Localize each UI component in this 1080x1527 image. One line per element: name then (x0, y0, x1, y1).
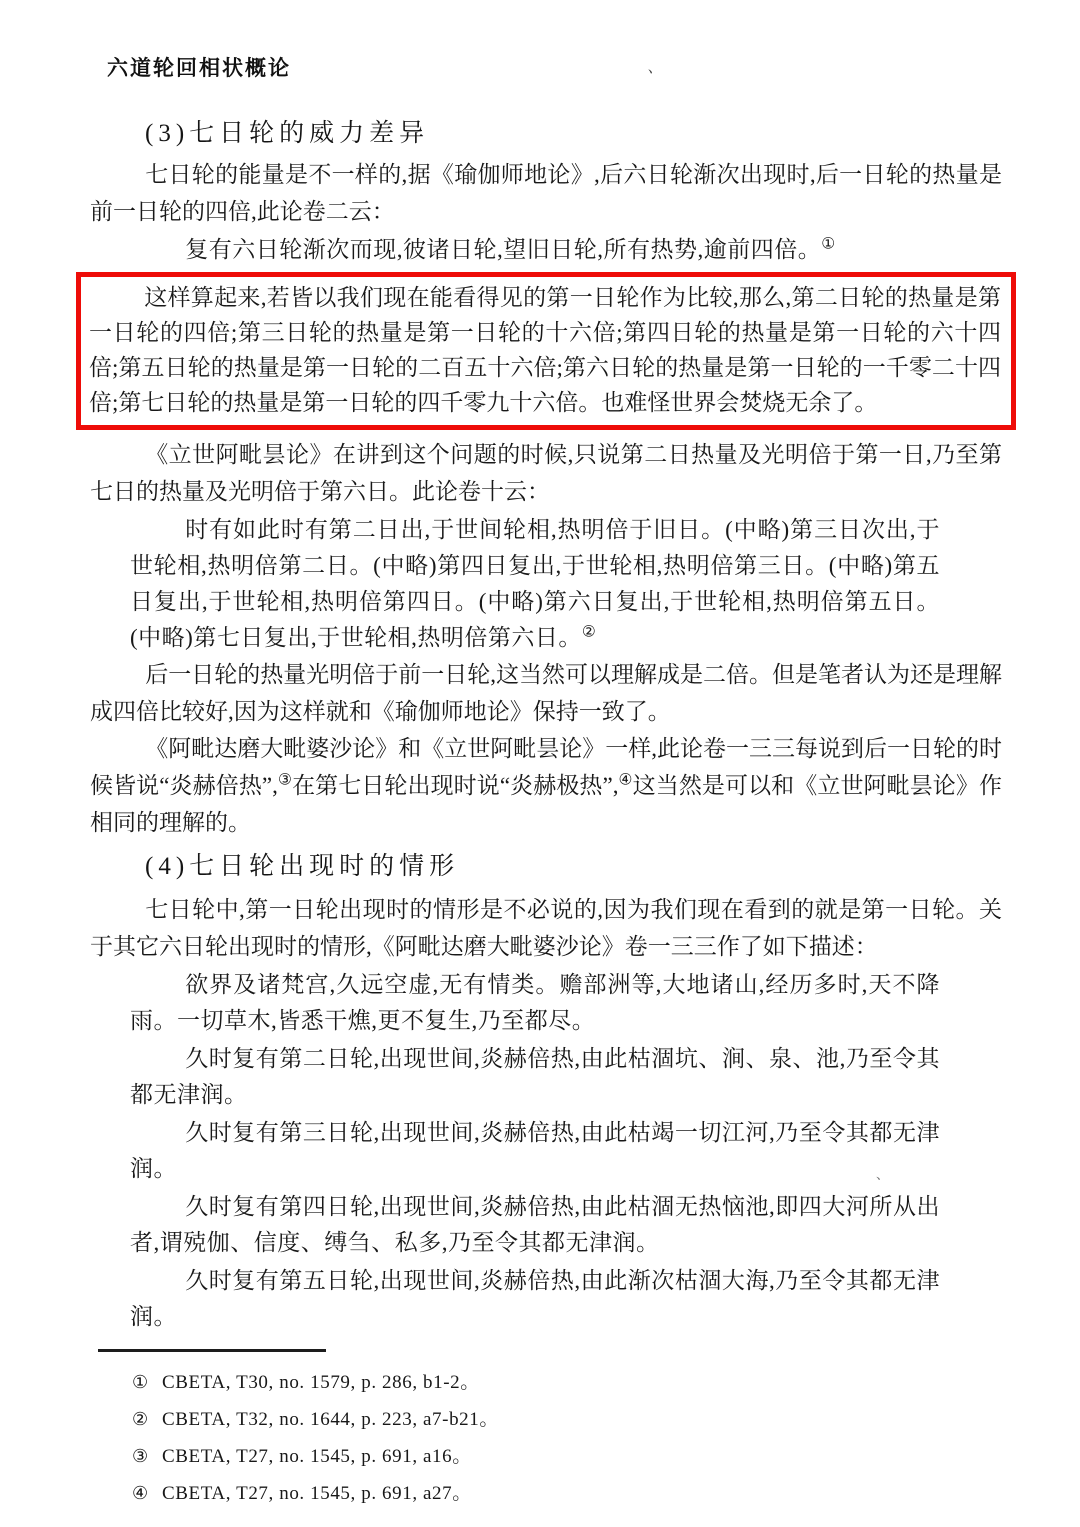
section-4-quote-4: 久时复有第四日轮,出现世间,炎赫倍热,由此枯涸无热恼池,即四大河所从出者,谓殑伽、信度、缚刍、私多,乃至令其都无津润。 (130, 1194, 940, 1255)
section-3-quote-1: 复有六日轮渐次而现,彼诸日轮,望旧日轮,所有热势,逾前四倍。① (185, 235, 836, 262)
section-3-quote-2: 时有如此时有第二日出,于世间轮相,热明倍于旧日。(中略)第三日次出,于世轮相,热明倍第二日。(中略)第四日复出,于世轮相,热明倍第三日。(中略)第五日复出,于世轮相,热明倍第四日。(中略)第六日复出,于世轮相,热明倍第五日。(中略)第七日复出,于世轮相,热明倍第六日。② (130, 517, 940, 650)
footnote-block (90, 1364, 1002, 1512)
footnote-separator-rule (98, 1349, 326, 1352)
section-4-quote-2: 久时复有第二日轮,出现世间,炎赫倍热,由此枯涸坑、涧、泉、池,乃至令其都无津润。 (130, 1046, 940, 1107)
section-3-paragraph-1: 七日轮的能量是不一样的,据《瑜伽师地论》,后六日轮渐次出现时,后一日轮的热量是前一日轮的四倍,此论卷二云： (90, 162, 1002, 224)
section-4-heading: (4)七日轮出现时的情形 (145, 853, 460, 880)
footnote-text: CBETA, T27, no. 1545, p. 691, a16。 (162, 1446, 472, 1467)
footnote-marker: ② (132, 1409, 149, 1429)
scan-artifact-mark: 、 (647, 60, 665, 78)
footnote-marker: ① (132, 1372, 149, 1392)
section-4-paragraph-1: 七日轮中,第一日轮出现时的情形是不必说的,因为我们现在看到的就是第一日轮。关于其它六日轮出现时的情形,《阿毗达磨大毗婆沙论》卷一三三作了如下描述： (90, 897, 1002, 959)
footnote-row (90, 1438, 1002, 1475)
footnote-row (90, 1475, 1002, 1512)
highlighted-paragraph: 这样算起来,若皆以我们现在能看得见的第一日轮作为比较,那么,第二日轮的热量是第一日轮的四倍;第三日轮的热量是第一日轮的十六倍;第四日轮的热量是第一日轮的六十四倍;第五日轮的热量是第一日轮的二百五十六倍;第六日轮的热量是第一日轮的一千零二十四倍;第七日轮的热量是第一日轮的四千零九十六倍。也难怪世界会焚烧无余了。 (89, 285, 1001, 415)
section-4-quote-5: 久时复有第五日轮,出现世间,炎赫倍热,由此渐次枯涸大海,乃至令其都无津润。 (130, 1268, 940, 1329)
section-3-paragraph-4: 《阿毗达磨大毗婆沙论》和《立世阿毗昙论》一样,此论卷一三三每说到后一日轮的时候皆说“炎赫倍热”,③在第七日轮出现时说“炎赫极热”,④这当然是可以和《立世阿毗昙论》作相同的理解的。 (90, 736, 1002, 835)
footnote-row (90, 1401, 1002, 1438)
section-3-paragraph-3: 后一日轮的热量光明倍于前一日轮,这当然可以理解成是二倍。但是笔者认为还是理解成四倍比较好,因为这样就和《瑜伽师地论》保持一致了。 (90, 662, 1002, 724)
section-3-paragraph-2: 《立世阿毗昙论》在讲到这个问题的时候,只说第二日热量及光明倍于第一日,乃至第七日的热量及光明倍于第六日。此论卷十云： (90, 442, 1002, 504)
footnote-row (90, 1364, 1002, 1401)
red-highlight-box (76, 272, 1016, 430)
section-4-quote-3: 久时复有第三日轮,出现世间,炎赫倍热,由此枯竭一切江河,乃至令其都无津润。 (130, 1120, 940, 1181)
footnote-text: CBETA, T32, no. 1644, p. 223, a7-b21。 (162, 1409, 499, 1430)
footnote-marker: ③ (132, 1446, 149, 1466)
running-head-book-title: 六道轮回相状概论 (107, 57, 291, 80)
section-3-heading: (3)七日轮的威力差异 (145, 120, 430, 147)
section-4-quote-1: 欲界及诸梵宫,久远空虚,无有情类。赡部洲等,大地诸山,经历多时,天不降雨。一切草木,皆悉干燋,更不复生,乃至都尽。 (130, 972, 941, 1033)
footnote-marker: ④ (132, 1483, 149, 1503)
footnote-text: CBETA, T27, no. 1545, p. 691, a27。 (162, 1483, 472, 1504)
scan-artifact-mark: 、 (876, 1167, 890, 1182)
footnote-text: CBETA, T30, no. 1579, p. 286, b1-2。 (162, 1372, 480, 1393)
